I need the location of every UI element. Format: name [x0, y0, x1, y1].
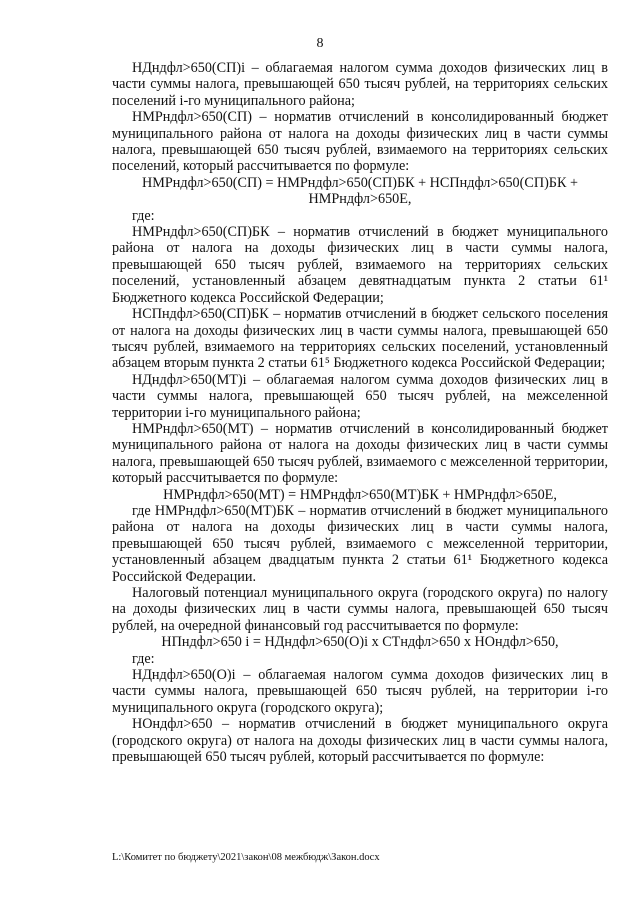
- paragraph: НМРндфл>650(СП)БК – норматив отчислений в бюджет муниципального района от налога на доходы физических лиц в части суммы налога, превышающей 650 тысяч рублей, взимаемого на территориях сельских поселений, установленный абзацем девятнадцатым пункта 2 статьи 61¹ Бюджетного кодекса Российской Федерации;: [112, 224, 608, 306]
- paragraph: где:: [132, 650, 155, 667]
- formula: НМРндфл>650(МТ) = НМРндфл>650(МТ)БК + НМРндфл>650Е,: [163, 486, 557, 503]
- paragraph: НОндфл>650 – норматив отчислений в бюджет муниципального округа (городского округа) от налога на доходы физических лиц в части суммы налога, превышающей 650 тысяч рублей, который рассчитывается по формуле:: [112, 716, 608, 766]
- paragraph: Налоговый потенциал муниципального округа (городского округа) по налогу на доходы физических лиц в части суммы налога, превышающей 650 тысяч рублей, на очередной финансовый год рассчитывается по формуле:: [112, 585, 608, 634]
- paragraph: НДндфл>650(МТ)i – облагаемая налогом сумма доходов физических лиц в части суммы налога, превышающей 650 тысяч рублей, на межселенной территории i-го муниципального района;: [112, 371, 608, 421]
- paragraph: НДндфл>650(О)i – облагаемая налогом сумма доходов физических лиц в части суммы налога, превышающей 650 тысяч рублей, на территории i-го муниципального округа (городского округа);: [112, 667, 608, 716]
- paragraph: НСПндфл>650(СП)БК – норматив отчислений в бюджет сельского поселения от налога на доходы физических лиц в части суммы налога, превышающей 650 тысяч рублей, взимаемого на территориях сельских поселений, установленный абзацем вторым пункта 2 статьи 61⁵ Бюджетного кодекса Российской Федерации;: [112, 306, 608, 372]
- formula: НПндфл>650 i = НДндфл>650(О)i x СТндфл>650 x НОндфл>650,: [161, 634, 559, 651]
- paragraph: НМРндфл>650(СП) – норматив отчислений в консолидированный бюджет муниципального района от налога на доходы физических лиц в части суммы налога, превышающей 650 тысяч рублей, взимаемого на территориях сельских поселений, который рассчитывается по формуле:: [112, 109, 608, 175]
- document-body: [112, 60, 608, 765]
- paragraph: где НМРндфл>650(МТ)БК – норматив отчислений в бюджет муниципального района от налога на доходы физических лиц в части суммы налога, превышающей 650 тысяч рублей, взимаемого с межселенной территории, установленный абзацем двадцатым пункта 2 статьи 61¹ Бюджетного кодекса Российской Федерации.: [112, 502, 608, 585]
- page-number: 8: [316, 36, 324, 51]
- footer-file-path: L:\Комитет по бюджету\2021\закон\08 межбюдж\Закон.docx: [112, 852, 380, 863]
- paragraph: где:: [132, 207, 155, 224]
- paragraph: НМРндфл>650(МТ) – норматив отчислений в консолидированный бюджет муниципального района от налога на доходы физических лиц в части суммы налога, превышающей 650 тысяч рублей, взимаемого с межселенной территории, который рассчитывается по формуле:: [112, 420, 608, 487]
- paragraph: НДндфл>650(СП)i – облагаемая налогом сумма доходов физических лиц в части суммы налога, превышающей 650 тысяч рублей, на территориях сельских поселений i-го муниципального района;: [112, 60, 608, 109]
- formula: НМРндфл>650(СП) = НМРндфл>650(СП)БК + НСПндфл>650(СП)БК + НМРндфл>650Е,: [142, 174, 578, 208]
